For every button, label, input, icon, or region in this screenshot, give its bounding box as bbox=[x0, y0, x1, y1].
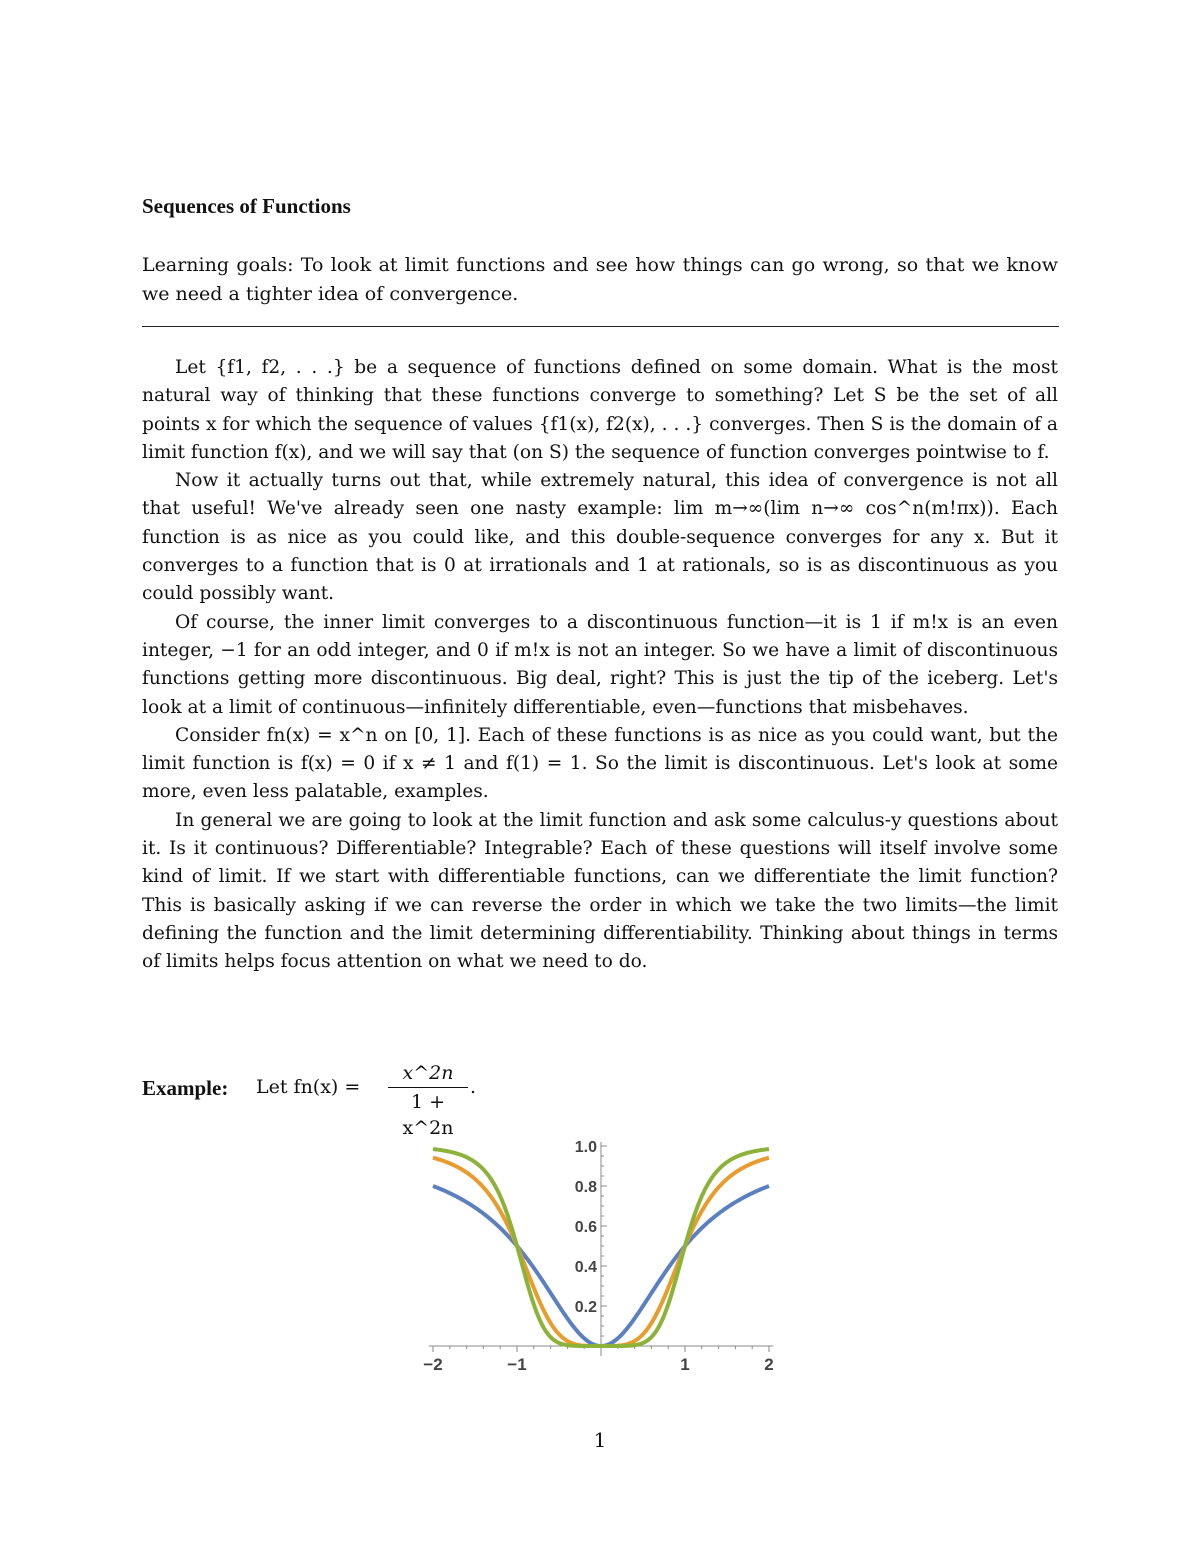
x-tick-label: −1 bbox=[507, 1355, 527, 1374]
body-text bbox=[142, 354, 1058, 977]
page-number: 1 bbox=[593, 1428, 607, 1452]
x-tick-label: −2 bbox=[423, 1355, 443, 1374]
fraction bbox=[388, 1060, 468, 1139]
fraction-denominator: 1 + x^2n bbox=[402, 1091, 454, 1139]
y-tick-label: 1.0 bbox=[574, 1139, 597, 1156]
horizontal-rule bbox=[142, 326, 1059, 327]
paragraph: Now it actually turns out that, while extremely natural, this idea of convergence is not all that useful! We've already seen one nasty example: lim m→∞(lim n→∞ cos^n(m!πx)). Each function is as nice as you could like, and this double-sequence converges for any x. But it converges to a function that is 0 at irrationals and 1 at rationals, so is as discontinuous as you could possibly want. bbox=[142, 470, 1058, 605]
paragraph: Of course, the inner limit converges to a discontinuous function—it is 1 if m!x is an even integer, −1 for an odd integer, and 0 if m!x is not an integer. So we have a limit of discontinuous functions getting more discontinuous. Big deal, right? This is just the tip of the iceberg. Let's look at a limit of continuous—infinitely differentiable, even—functions that misbehaves. bbox=[142, 611, 1058, 718]
paragraph: Let {f1, f2, . . .} be a sequence of functions defined on some domain. What is the most natural way of thinking that these functions converge to something? Let S be the set of all points x for which the sequence of values {f1(x), f2(x), . . .} converges. Then S is the domain of a limit function f(x), and we will say that (on S) the sequence of function converges pointwise to f. bbox=[142, 357, 1058, 463]
fraction-numerator: x^2n bbox=[402, 1062, 454, 1084]
y-tick-label: 0.2 bbox=[574, 1299, 597, 1316]
paragraph: Consider fn(x) = x^n on [0, 1]. Each of these functions is as nice as you could want, but the limit function is f(x) = 0 if x ≠ 1 and f(1) = 1. So the limit is discontinuous. Let's look at some more, even less palatable, examples. bbox=[142, 724, 1058, 803]
y-tick-label: 0.6 bbox=[574, 1219, 597, 1236]
learning-goals: Learning goals: To look at limit functions and see how things can go wrong, so that we know we need a tighter idea of convergence. bbox=[142, 254, 1058, 305]
x-tick-label: 1 bbox=[680, 1355, 690, 1374]
paragraph: In general we are going to look at the limit function and ask some calculus-y questions about it. Is it continuous? Differentiable? Integrable? Each of these questions will itself involve some kind of limit. If we start with differentiable functions, can we differentiate the limit function? This is basically asking if we can reverse the order in which we take the two limits—the limit defining the function and the limit determining differentiability. Thinking about things in terms of limits helps focus attention on what we need to do. bbox=[142, 809, 1058, 973]
y-tick-label: 0.8 bbox=[574, 1179, 597, 1196]
page-title: Sequences of Functions bbox=[142, 194, 351, 218]
fraction-bar bbox=[388, 1087, 468, 1088]
function-plot bbox=[400, 1125, 800, 1385]
y-tick-label: 0.4 bbox=[574, 1259, 597, 1276]
example-lead: Let fn(x) = bbox=[256, 1076, 361, 1098]
x-tick-label: 2 bbox=[764, 1355, 774, 1374]
example-label: Example: bbox=[142, 1076, 229, 1100]
example-period: . bbox=[470, 1076, 477, 1098]
